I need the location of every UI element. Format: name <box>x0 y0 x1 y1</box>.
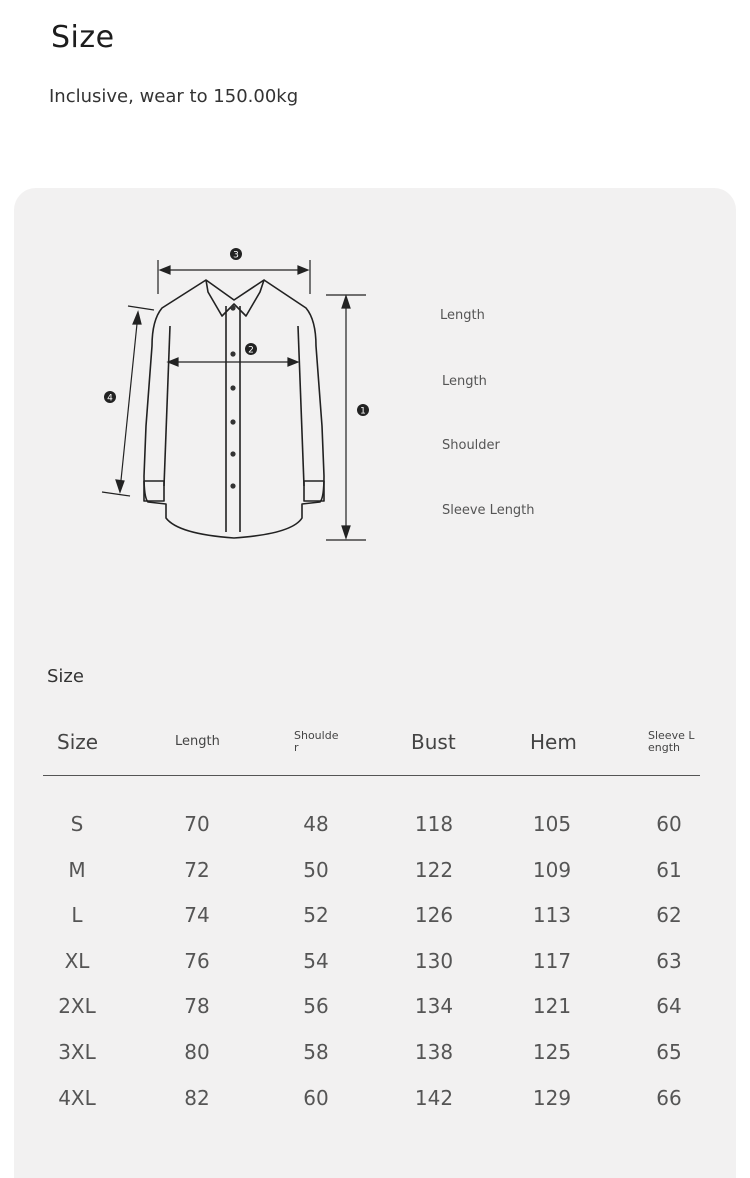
marker-1 <box>357 404 369 417</box>
shirt-measurement-diagram <box>86 236 386 556</box>
svg-text:1: 1 <box>360 406 366 417</box>
table-cell: 60 <box>656 812 682 836</box>
table-cell: 82 <box>184 1085 210 1110</box>
table-cell: 134 <box>414 994 454 1019</box>
weight-capacity-note: Inclusive, wear to 150.00kg <box>49 86 299 107</box>
page-title: Size <box>51 20 115 55</box>
svg-text:3: 3 <box>233 250 239 261</box>
table-cell: 130 <box>414 948 454 973</box>
table-cell: 56 <box>303 994 329 1019</box>
col-header-shoulder: Shoulder <box>294 729 339 754</box>
table-cell: 62 <box>656 903 682 928</box>
table-cell: 48 <box>303 812 329 836</box>
table-cell: XL <box>64 948 90 973</box>
col-header-length: Length <box>175 734 220 749</box>
col-header-size: Size <box>57 730 99 754</box>
size-table-title: Size <box>47 666 84 687</box>
table-cell: 118 <box>414 812 454 836</box>
table-cell: 142 <box>414 1085 454 1110</box>
table-cell: M <box>68 857 86 882</box>
table-cell: 66 <box>656 1085 682 1110</box>
marker-4 <box>104 391 116 404</box>
table-cell: 109 <box>532 857 572 882</box>
table-cell: 63 <box>656 948 682 973</box>
table-cell: 54 <box>303 948 329 973</box>
table-cell: 65 <box>656 1040 682 1064</box>
table-cell: 80 <box>184 1040 210 1064</box>
marker-2 <box>245 343 257 356</box>
table-cell: 64 <box>656 994 682 1019</box>
table-cell: 125 <box>532 1040 572 1064</box>
table-cell: S <box>70 812 84 836</box>
table-cell: 122 <box>414 857 454 882</box>
table-cell: 117 <box>532 948 572 973</box>
legend-length-1: Length <box>440 308 485 323</box>
table-cell: 3XL <box>58 1040 96 1064</box>
table-cell: 4XL <box>58 1085 96 1110</box>
table-cell: 105 <box>532 812 572 836</box>
table-cell: 50 <box>303 857 329 882</box>
svg-text:4: 4 <box>107 393 113 404</box>
col-header-sleeve-length: Sleeve Length <box>648 729 695 754</box>
table-cell: L <box>71 903 83 928</box>
table-cell: 70 <box>184 812 210 836</box>
table-cell: 76 <box>184 948 210 973</box>
table-cell: 129 <box>532 1085 572 1110</box>
table-cell: 113 <box>532 903 572 928</box>
table-cell: 121 <box>532 994 572 1019</box>
col-header-hem: Hem <box>530 730 577 754</box>
legend-shoulder: Shoulder <box>442 438 500 453</box>
table-cell: 61 <box>656 857 682 882</box>
legend-length-2: Length <box>442 374 487 389</box>
table-cell: 72 <box>184 857 210 882</box>
legend-sleeve-length: Sleeve Length <box>442 503 535 518</box>
table-header-divider <box>43 775 700 776</box>
table-cell: 74 <box>184 903 210 928</box>
table-cell: 60 <box>303 1085 329 1110</box>
table-cell: 138 <box>414 1040 454 1064</box>
table-cell: 2XL <box>58 994 96 1019</box>
table-cell: 126 <box>414 903 454 928</box>
col-header-bust: Bust <box>411 730 456 754</box>
svg-text:2: 2 <box>248 345 254 356</box>
table-cell: 52 <box>303 903 329 928</box>
marker-3 <box>230 248 242 261</box>
table-cell: 58 <box>303 1040 329 1064</box>
table-cell: 78 <box>184 994 210 1019</box>
